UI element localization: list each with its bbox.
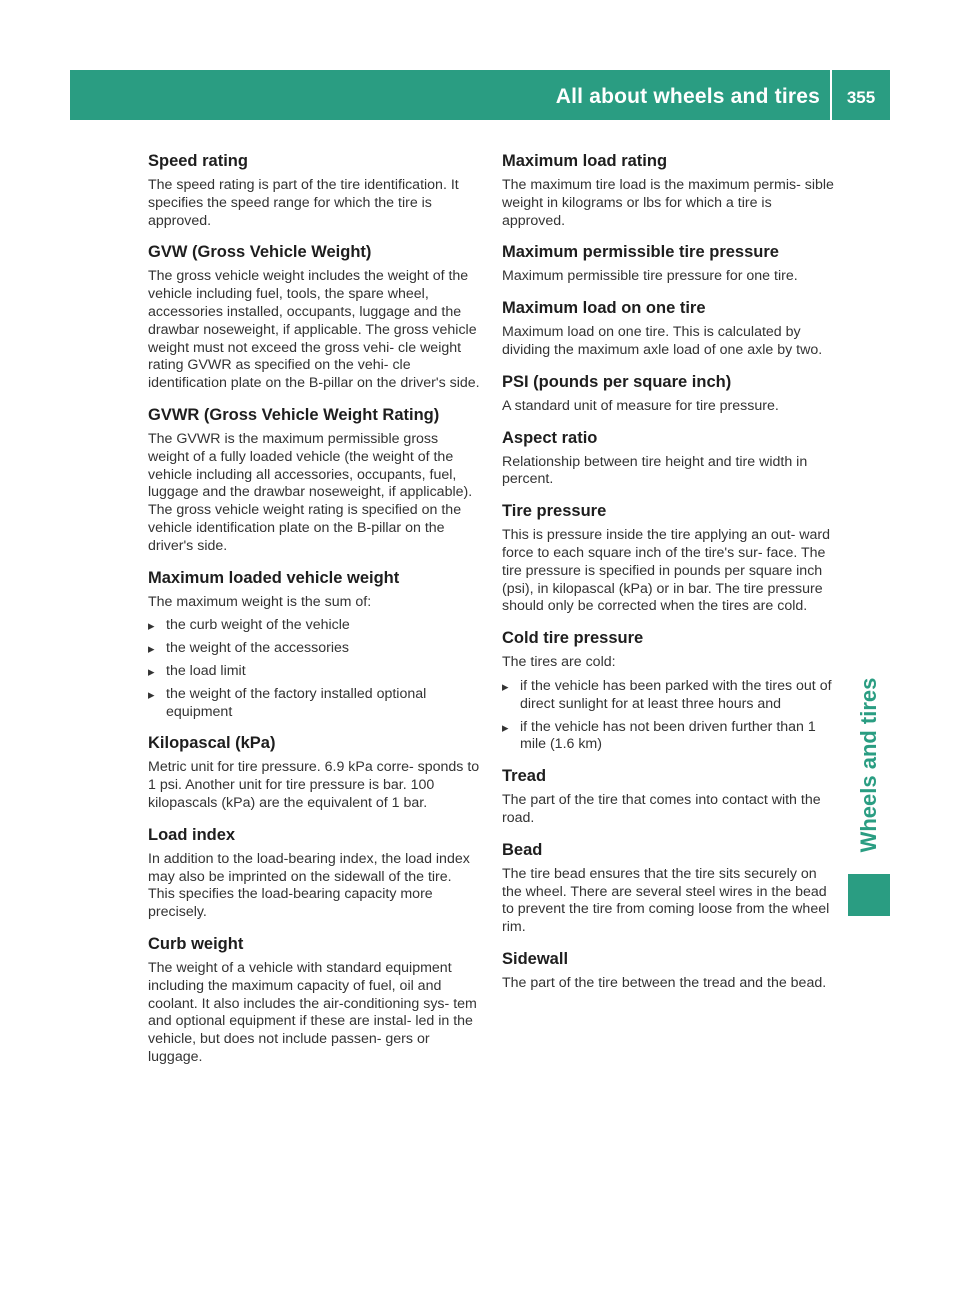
chapter-title: All about wheels and tires bbox=[555, 85, 820, 108]
section-text: Maximum load on one tire. This is calculated by dividing the maximum axle load of one axle by two. bbox=[502, 324, 823, 358]
bullet-item: ▸ the load limit bbox=[148, 663, 482, 681]
section-heading: GVW (Gross Vehicle Weight) bbox=[148, 243, 372, 262]
section-heading: Speed rating bbox=[148, 152, 248, 170]
bullet-list bbox=[148, 617, 482, 721]
section-heading: Bead bbox=[502, 840, 543, 859]
section-text: The speed rating is part of the tire identification. It specifies the speed range for which the tire is approved. bbox=[148, 177, 459, 229]
section-marker-block bbox=[848, 874, 890, 916]
section-heading: Cold tire pressure bbox=[502, 629, 644, 648]
page-number: 355 bbox=[846, 88, 876, 107]
section-bead bbox=[502, 839, 836, 937]
right-column bbox=[502, 150, 836, 1004]
bullet-item: ▸ if the vehicle has been parked with the tires out of direct sunlight for at least three hours and bbox=[502, 678, 836, 714]
section-gvwr-gross-vehicle-weight-rating bbox=[148, 404, 482, 556]
section-maximum-load-rating bbox=[502, 150, 836, 230]
section-heading: Maximum load rating bbox=[502, 152, 668, 170]
section-heading: Curb weight bbox=[148, 934, 244, 953]
section-side-tab bbox=[848, 660, 890, 870]
section-kilopascal-kpa bbox=[148, 732, 482, 812]
section-text: The maximum tire load is the maximum permis- sible weight in kilograms or lbs for which a tire is approved. bbox=[502, 177, 834, 229]
section-text: This is pressure inside the tire applying an out- ward force to each square inch of the tire's sur- face. The tire pressure is specified in pounds per square inch (psi), in kilopascal (kPa) or in bar. The tire pressure should only be corrected when the tires are cold. bbox=[502, 527, 831, 615]
section-psi-pounds-per-square-inch bbox=[502, 371, 836, 416]
bullet-item: ▸ the curb weight of the vehicle bbox=[148, 617, 482, 635]
section-text: Relationship between tire height and tire width in percent. bbox=[502, 453, 808, 488]
section-text: The GVWR is the maximum permissible gross weight of a fully loaded vehicle (the weight of the vehicle including all accessories, occupants, fuel, luggage and the drawbar noseweight, if applicable). The gross vehicle weight rating is specified on the vehicle identification plate on the B-pillar on the driver's side. bbox=[148, 430, 473, 554]
section-heading: PSI (pounds per square inch) bbox=[502, 372, 732, 391]
section-maximum-permissible-tire-pressure bbox=[502, 241, 836, 286]
section-heading: Aspect ratio bbox=[502, 428, 598, 447]
section-text: Maximum permissible tire pressure for one tire. bbox=[502, 268, 798, 285]
chapter-header-bar bbox=[70, 70, 890, 120]
section-tread bbox=[502, 765, 836, 828]
section-text: A standard unit of measure for tire pressure. bbox=[502, 397, 779, 414]
section-sidewall bbox=[502, 948, 836, 993]
section-curb-weight bbox=[148, 933, 482, 1067]
section-aspect-ratio bbox=[502, 427, 836, 490]
bullet-item: ▸ the weight of the factory installed optional equipment bbox=[148, 686, 482, 722]
bullet-list bbox=[502, 678, 836, 754]
section-text: The tires are cold: bbox=[502, 654, 616, 671]
section-text: The weight of a vehicle with standard equipment including the maximum capacity of fuel, oil and coolant. It also includes the air-conditioning sys- tem and optional equipment if these are instal- led in the vehicle, but does not include passen- gers or luggage. bbox=[148, 959, 477, 1065]
section-text: The tire bead ensures that the tire sits securely on the wheel. There are several steel wires in the bead to prevent the tire from coming loose from the wheel rim. bbox=[502, 865, 830, 936]
section-heading: Maximum loaded vehicle weight bbox=[148, 568, 400, 587]
left-column bbox=[148, 150, 482, 1078]
section-speed-rating bbox=[148, 150, 482, 230]
section-text: The gross vehicle weight includes the weight of the vehicle including fuel, tools, the spare wheel, accessories installed, occupants, luggage and the drawbar noseweight, if applicable. The gross vehicle weight must not exceed the gross vehi- cle weight rating GVWR as specified on the vehi- cle identification plate on the B-pillar on the driver's side. bbox=[148, 268, 480, 392]
section-maximum-loaded-vehicle-weight bbox=[148, 567, 482, 722]
section-text: Metric unit for tire pressure. 6.9 kPa corre- sponds to 1 psi. Another unit for tire pressure is bar. 100 kilopascals (kPa) are the equivalent of 1 bar. bbox=[148, 759, 480, 811]
section-heading: Maximum load on one tire bbox=[502, 299, 706, 318]
section-text: The part of the tire between the tread and the bead. bbox=[502, 974, 827, 991]
section-cold-tire-pressure bbox=[502, 627, 836, 754]
section-text: In addition to the load-bearing index, the load index may also be imprinted on the sidewall of the tire. This specifies the load-bearing capacity more precisely. bbox=[148, 850, 470, 921]
section-text: The maximum weight is the sum of: bbox=[148, 593, 372, 610]
section-heading: Tread bbox=[502, 767, 547, 786]
section-heading: Tire pressure bbox=[502, 502, 607, 521]
bullet-item: ▸ if the vehicle has not been driven further than 1 mile (1.6 km) bbox=[502, 719, 836, 755]
section-tire-pressure bbox=[502, 500, 836, 616]
section-gvw-gross-vehicle-weight bbox=[148, 241, 482, 393]
section-heading: Load index bbox=[148, 825, 236, 844]
section-heading: Kilopascal (kPa) bbox=[148, 734, 276, 753]
section-side-tab-label: Wheels and tires bbox=[856, 677, 881, 853]
section-text: The part of the tire that comes into contact with the road. bbox=[502, 792, 821, 826]
section-heading: Maximum permissible tire pressure bbox=[502, 243, 779, 262]
section-heading: Sidewall bbox=[502, 949, 569, 968]
section-heading: GVWR (Gross Vehicle Weight Rating) bbox=[148, 405, 440, 424]
section-maximum-load-on-one-tire bbox=[502, 297, 836, 360]
bullet-item: ▸ the weight of the accessories bbox=[148, 640, 482, 658]
section-load-index bbox=[148, 824, 482, 922]
